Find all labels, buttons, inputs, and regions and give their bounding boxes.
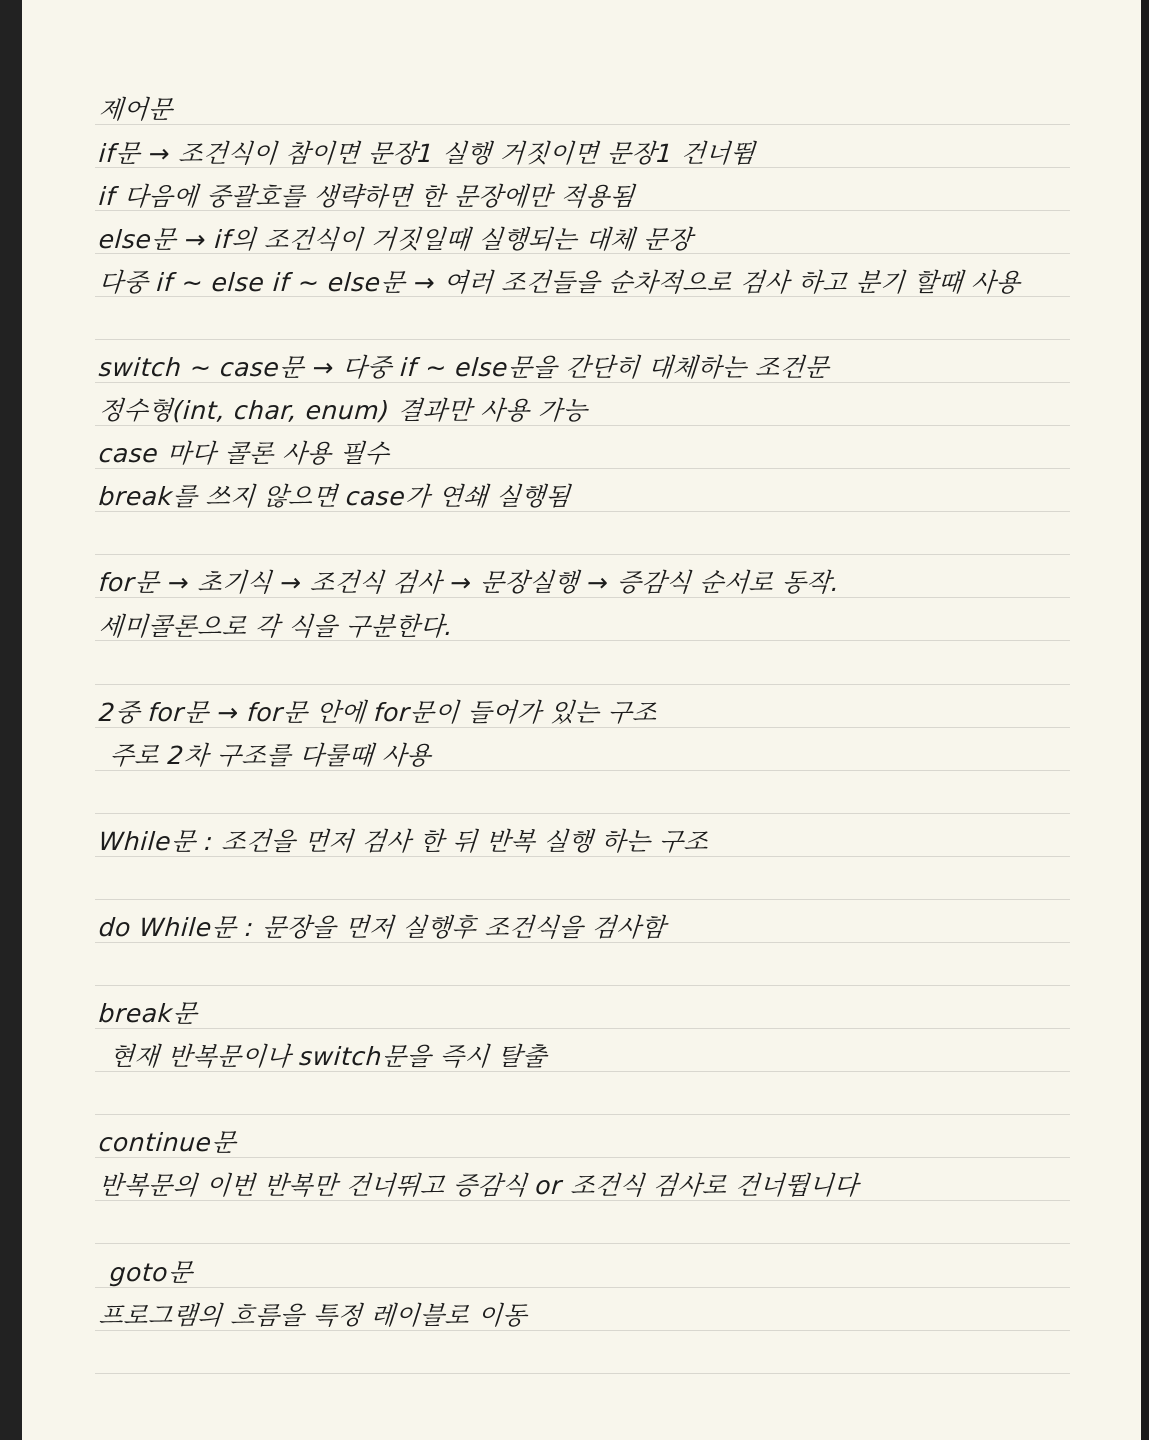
ruled-line bbox=[95, 985, 1070, 986]
ruled-line bbox=[95, 684, 1070, 685]
note-line-goto-label: 프로그램의 흐름을 특정 레이블로 이동 bbox=[97, 1301, 529, 1330]
page-edge bbox=[1141, 0, 1149, 1440]
note-line-if: if문 → 조건식이 참이면 문장1 실행 거짓이면 문장1 건너뜀 bbox=[97, 139, 757, 168]
note-line-case-colon: case 마다 콜론 사용 필수 bbox=[97, 439, 391, 468]
heading-break: break문 bbox=[97, 999, 199, 1028]
ruled-line bbox=[95, 124, 1070, 125]
ruled-line bbox=[95, 813, 1070, 814]
note-line-2d-structure: 주로 2차 구조를 다룰때 사용 bbox=[108, 741, 433, 770]
note-line-nested-for: 2중 for문 → for문 안에 for문이 들어가 있는 구조 bbox=[97, 698, 659, 727]
ruled-line bbox=[95, 1114, 1070, 1115]
ruled-line bbox=[95, 899, 1070, 900]
heading-control-statements: 제어문 bbox=[97, 95, 174, 124]
note-line-while: While문 : 조건을 먼저 검사 한 뒤 반복 실행 하는 구조 bbox=[97, 827, 710, 856]
note-line-do-while: do While문 : 문장을 먼저 실행후 조건식을 검사함 bbox=[97, 913, 667, 942]
heading-continue: continue문 bbox=[97, 1128, 238, 1157]
ruled-line bbox=[95, 339, 1070, 340]
note-line-continue-skip: 반복문의 이번 반복만 건너뛰고 증감식 or 조건식 검사로 건너뜁니다 bbox=[97, 1171, 860, 1200]
note-line-switch: switch ~ case문 → 다중 if ~ else문을 간단히 대체하는 조건문 bbox=[97, 353, 831, 382]
ruled-line bbox=[95, 1243, 1070, 1244]
ruled-line bbox=[95, 1028, 1070, 1029]
ruled-line bbox=[95, 554, 1070, 555]
note-line-multi-if: 다중 if ~ else if ~ else문 → 여러 조건들을 순차적으로 검사 하고 분기 할때 사용 bbox=[97, 268, 1022, 297]
note-line-if-braces: if 다음에 중괄호를 생략하면 한 문장에만 적용됨 bbox=[97, 182, 636, 211]
heading-goto: goto문 bbox=[108, 1258, 194, 1287]
ruled-line bbox=[95, 1157, 1070, 1158]
ruled-line bbox=[95, 1287, 1070, 1288]
note-line-else: else문 → if의 조건식이 거짓일때 실행되는 대체 문장 bbox=[97, 225, 694, 254]
note-line-for: for문 → 초기식 → 조건식 검사 → 문장실행 → 증감식 순서로 동작. bbox=[97, 568, 841, 597]
note-line-break-fallthrough: break를 쓰지 않으면 case가 연쇄 실행됨 bbox=[97, 482, 572, 511]
notebook-page bbox=[22, 0, 1141, 1440]
note-line-semicolon: 세미콜론으로 각 식을 구분한다. bbox=[97, 612, 455, 641]
note-line-break-exit: 현재 반복문이나 switch문을 즉시 탈출 bbox=[108, 1042, 548, 1071]
ruled-line bbox=[95, 1373, 1070, 1374]
note-line-integer-types: 정수형(int, char, enum) 결과만 사용 가능 bbox=[97, 396, 589, 425]
